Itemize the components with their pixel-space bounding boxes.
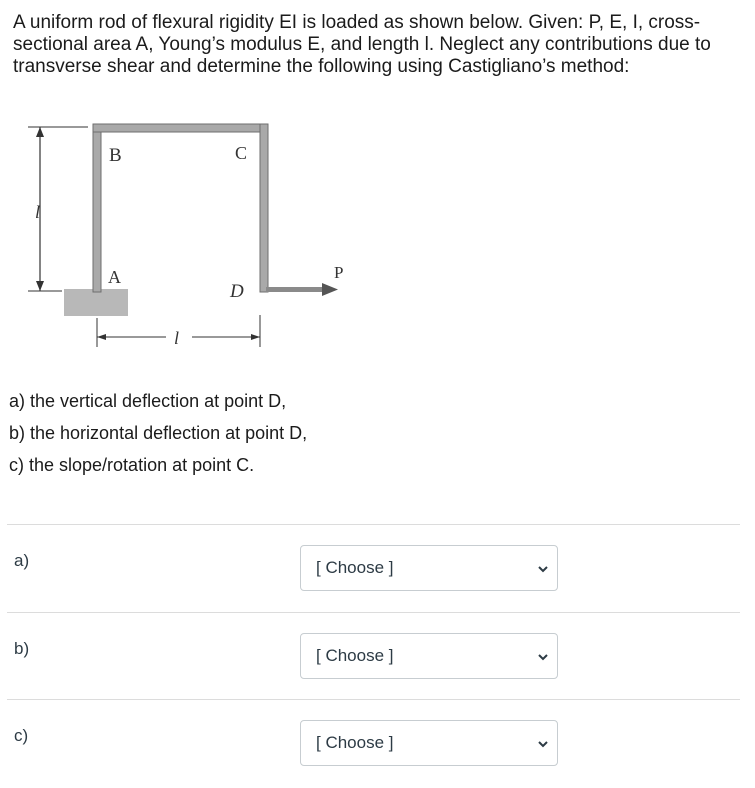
member-cd <box>260 124 268 292</box>
answer-select-c-value: [ Choose ] <box>316 733 394 752</box>
label-b: B <box>109 145 122 166</box>
question-parts <box>9 385 307 481</box>
answer-select-c[interactable] <box>300 720 558 766</box>
label-c: C <box>235 143 248 163</box>
part-a: a) the vertical deflection at point D, <box>9 391 287 411</box>
chevron-down-icon <box>536 562 550 576</box>
fixed-support <box>64 289 128 316</box>
chevron-down-icon <box>536 737 550 751</box>
answer-label-a: a) <box>14 551 30 570</box>
part-b: b) the horizontal deflection at point D, <box>9 423 308 443</box>
answer-select-b-value: [ Choose ] <box>316 646 394 665</box>
frame-diagram <box>20 115 360 355</box>
load-arrow-shaft <box>266 287 324 292</box>
answer-row-c <box>7 699 740 788</box>
arrow-right-icon <box>322 283 338 296</box>
answer-row-a <box>7 524 740 613</box>
label-a: A <box>108 267 121 287</box>
arrow-up-icon <box>36 127 44 137</box>
width-label: l <box>174 328 180 348</box>
answer-select-b[interactable] <box>300 633 558 679</box>
height-label: l <box>35 202 41 222</box>
part-c: c) the slope/rotation at point C. <box>9 455 255 475</box>
answer-label-b: b) <box>14 639 30 658</box>
arrow-right-small-icon <box>251 334 260 340</box>
problem-statement: A uniform rod of flexural rigidity EI is loaded as shown below. Given: P, E, I, cross-sectional area A, Young’s modulus E, and length l. Neglect any contributions due to transverse shear and determine the following using Castigliano’s method: <box>13 12 711 77</box>
arrow-left-icon <box>97 334 106 340</box>
arrow-down-icon <box>36 281 44 291</box>
label-p: P <box>334 263 344 282</box>
answer-select-a-value: [ Choose ] <box>316 558 394 577</box>
answer-label-c: c) <box>14 726 29 745</box>
answer-row-b <box>7 612 740 701</box>
chevron-down-icon <box>536 650 550 664</box>
label-d: D <box>230 281 244 302</box>
member-ab <box>93 124 101 292</box>
answer-select-a[interactable] <box>300 545 558 591</box>
member-bc <box>93 124 268 132</box>
